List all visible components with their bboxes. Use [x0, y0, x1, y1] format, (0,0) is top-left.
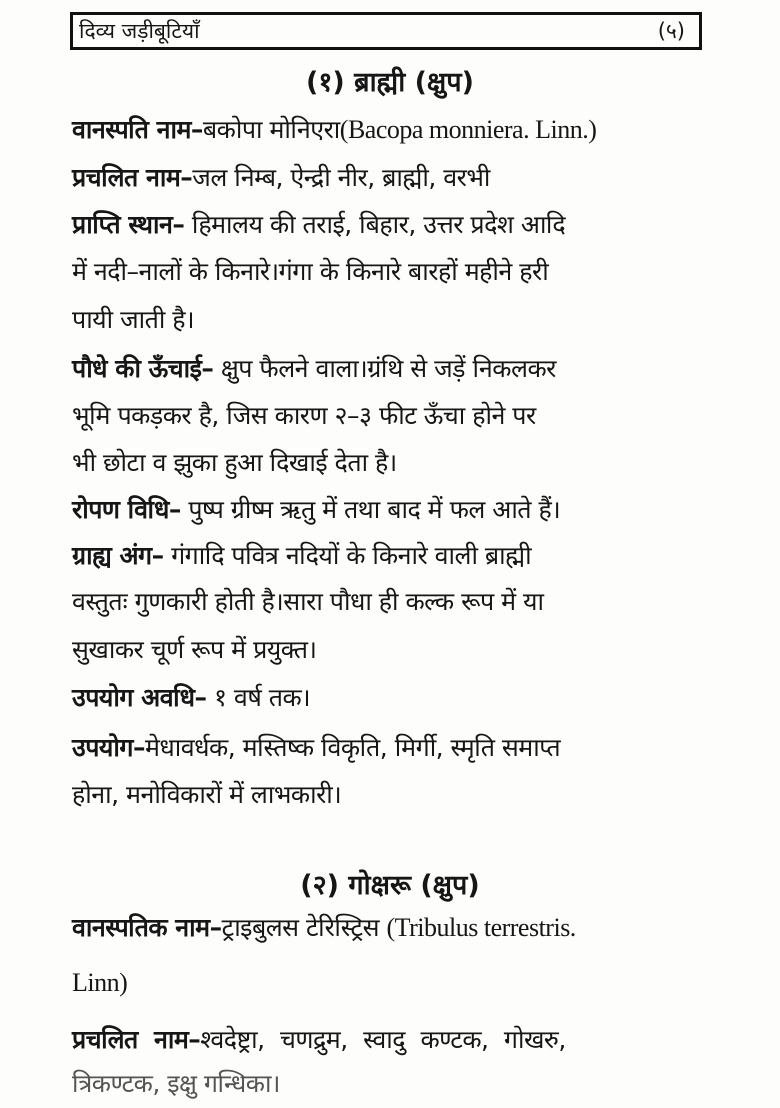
field-label: प्रचलित नाम– [72, 1025, 201, 1054]
field-label: पौधे की ऊँचाई– [72, 354, 214, 383]
running-header [70, 12, 702, 50]
common-name-line [72, 1022, 712, 1056]
latin-name: (Bacopa monniera. Linn.) [339, 115, 597, 144]
latin-name-continued: Linn) [72, 968, 128, 997]
usable-part-line: सुखाकर चूर्ण रूप में प्रयुक्त। [72, 635, 317, 664]
field-value: जल निम्ब, ऐन्द्री नीर, ब्राह्मी, वरभी [192, 163, 490, 192]
field-label: उपयोग अवधि– [72, 683, 207, 712]
usage-line [72, 730, 712, 764]
habitat-line [72, 207, 712, 241]
height-line: भी छोटा व झुका हुआ दिखाई देता है। [72, 448, 397, 477]
field-value: ट्राइबुलस टेरिस्ट्रिस [221, 913, 380, 942]
field-label: वानस्पतिक नाम– [72, 913, 222, 942]
field-label: ग्राह्य अंग– [72, 541, 164, 570]
field-value: श्वदेष्ट्रा, चणद्रुम, स्वादु कण्टक, गोखरु, [200, 1025, 566, 1054]
habitat-line: में नदी–नालों के किनारे।गंगा के किनारे बारहों महीने हरी [72, 257, 549, 286]
field-value: क्षुप फैलने वाला।ग्रंथि से जड़ें निकलकर [220, 354, 556, 383]
usage-line: होना, मनोविकारों में लाभकारी। [72, 780, 342, 809]
height-line [72, 351, 712, 385]
field-value: पुष्प ग्रीष्म ऋतु में तथा बाद में फल आते हैं। [188, 495, 561, 524]
field-label: प्राप्ति स्थान– [72, 210, 185, 239]
section-title-gokshuru: (२) गोक्षरू (क्षुप) [300, 870, 480, 901]
latin-name: (Tribulus terrestris. [386, 913, 576, 942]
planting-line [72, 492, 712, 526]
field-label: प्रचलित नाम– [72, 163, 193, 192]
usable-part-line: वस्तुतः गुणकारी होती है।सारा पौधा ही कल्क रूप में या [72, 587, 544, 616]
field-value: गंगादि पवित्र नदियों के किनारे वाली ब्राह्मी [171, 541, 532, 570]
botanical-name-line [72, 112, 712, 146]
usable-part-line [72, 538, 712, 572]
page-number: (५) [657, 19, 685, 43]
section-title-brahmi: (१) ब्राह्मी (क्षुप) [306, 67, 474, 98]
height-line: भूमि पकड़कर है, जिस कारण २–३ फीट ऊँचा होने पर [72, 401, 536, 430]
field-value: बकोपा मोनिएरा [202, 115, 340, 144]
field-label: रोपण विधि– [72, 495, 181, 524]
field-value: १ वर्ष तक। [213, 683, 311, 712]
botanical-name-line [72, 910, 712, 944]
common-name-line: त्रिकण्टक, इक्षु गन्धिका। [72, 1069, 280, 1098]
field-value: हिमालय की तराई, बिहार, उत्तर प्रदेश आदि [191, 210, 566, 239]
field-value: मेधावर्धक, मस्तिष्क विकृति, मिर्गी, स्मृति समाप्त [144, 733, 561, 762]
common-name-line [72, 160, 712, 194]
habitat-line: पायी जाती है। [72, 305, 195, 334]
field-label: वानस्पति नाम– [72, 115, 203, 144]
field-label: उपयोग– [72, 733, 145, 762]
book-title: दिव्य जड़ीबूटियाँ [79, 19, 200, 43]
usage-period-line [72, 680, 712, 714]
